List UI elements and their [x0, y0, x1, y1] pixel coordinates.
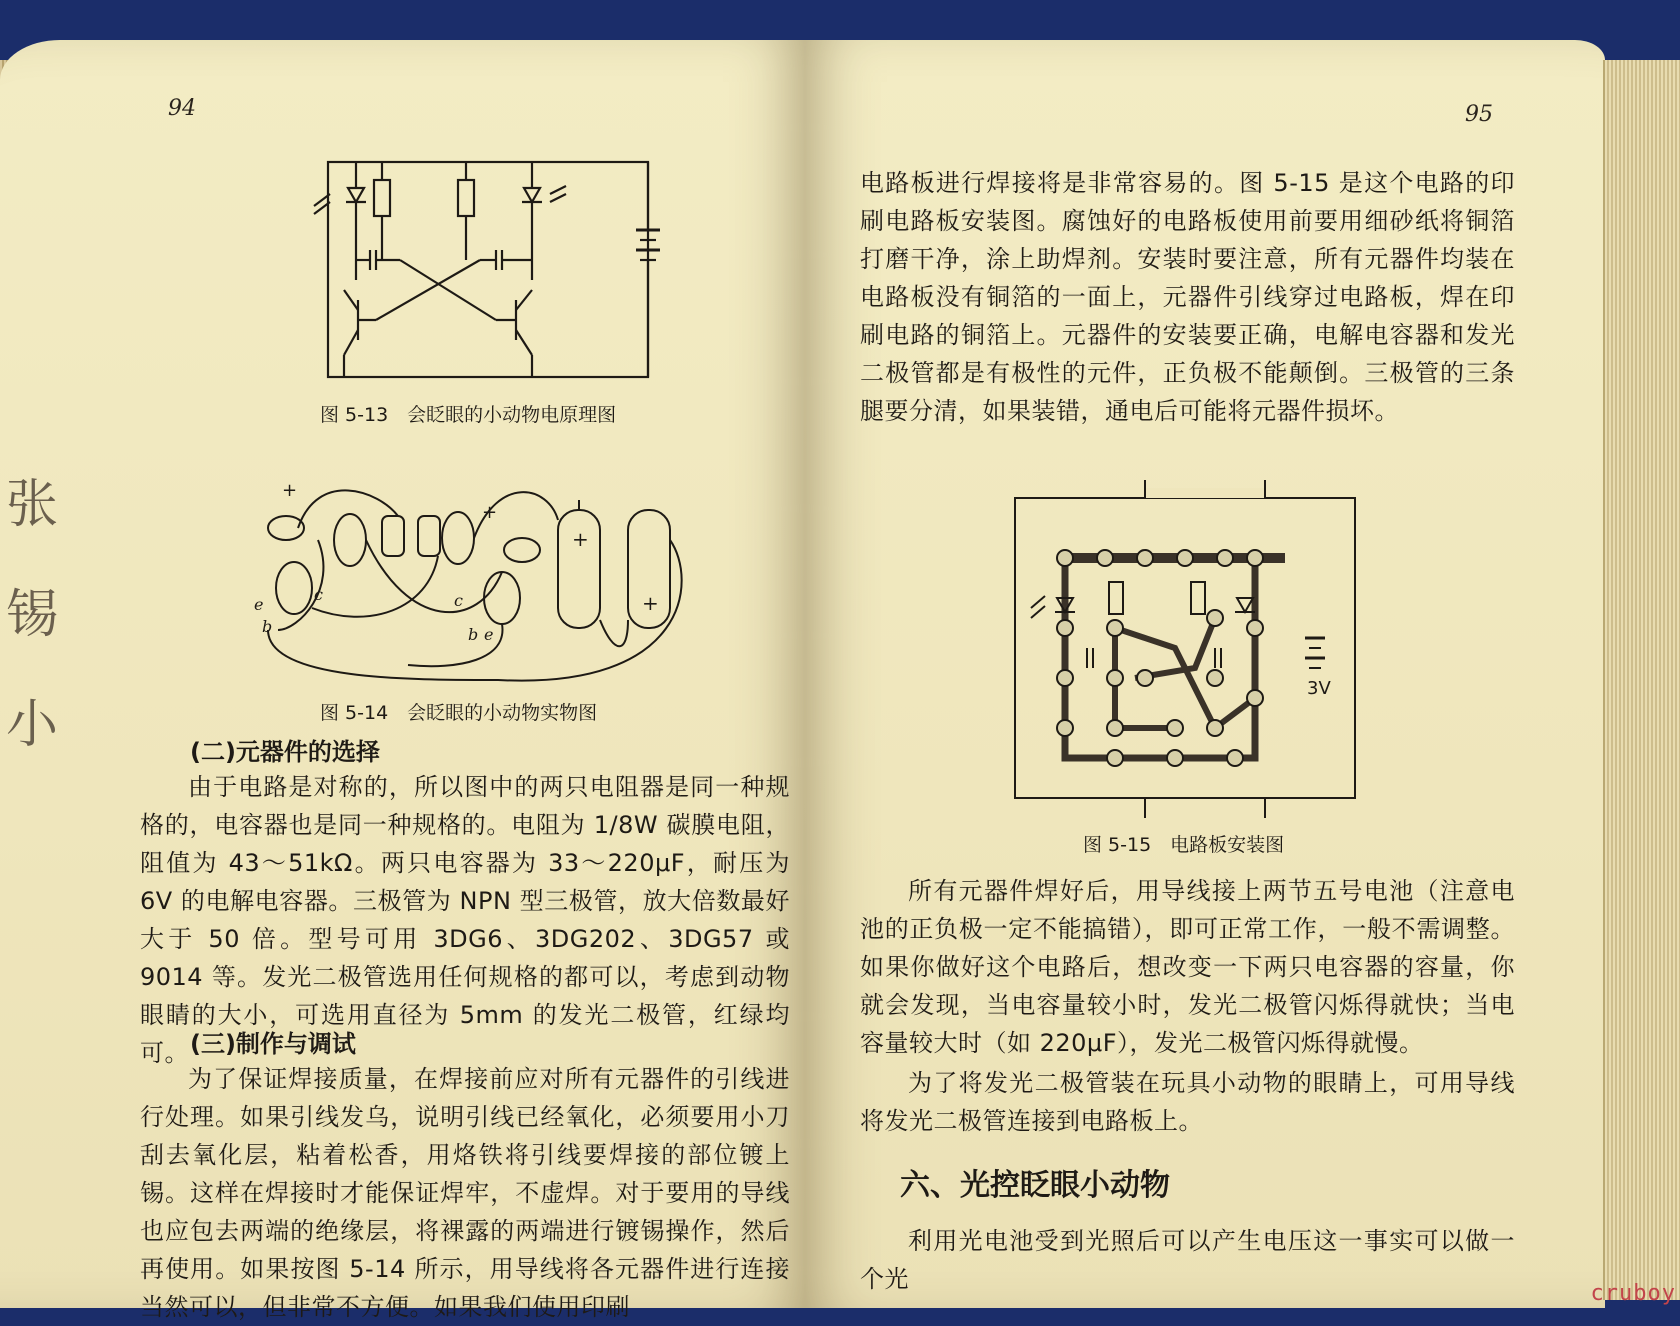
page-stack-right [1603, 60, 1680, 1300]
paragraph-pcb-intro: 电路板进行焊接将是非常容易的。图 5-15 是这个电路的印刷电路板安装图。腐蚀好的电路板使用前要用细砂纸将铜箔打磨干净，涂上助焊剂。安装时要注意，所有元器件均装在电路板没有铜箔的一面上，元器件引线穿过电路板，焊在印刷电路的铜箔上。元器件的安装要正确，电解电容器和发光二极管都是有极性的元件，正负极不能颠倒。三极管的三条腿要分清，如果装错，通电后可能将元器件损坏。 [860, 169, 1515, 425]
page-number-left: 94 [168, 96, 196, 121]
heading-light-controlled-animal: 六、光控眨眼小动物 [900, 1168, 1170, 1203]
heading-component-selection: (二)元器件的选择 [190, 738, 380, 766]
fig14-caption: 图 5-14 会眨眼的小动物实物图 [320, 702, 598, 724]
fig14-label-e2: e [484, 625, 494, 644]
fig14-label-plus-3: + [572, 527, 589, 551]
circuit-schematic-fig13 [300, 150, 660, 390]
pcb-layout-fig15 [1005, 488, 1365, 808]
fig14-label-c2: c [454, 591, 463, 610]
paragraph-photocell: 利用光电池受到光照后可以产生电压这一事实可以做一个光 [860, 1227, 1515, 1293]
fig14-label-plus-2: + [482, 502, 498, 523]
left-page [0, 40, 805, 1321]
fig15-battery-label: 3V [1307, 678, 1331, 699]
paragraph-after-soldering: 所有元器件焊好后，用导线接上两节五号电池（注意电池的正负极一定不能搞错），即可正常工作，一般不需调整。如果你做好这个电路后，想改变一下两只电容器的容量，你就会发现，当电容量较小时，发光二极管闪烁得就快；当电容量较大时（如 220μF），发光二极管闪烁得就慢。 [860, 877, 1515, 1057]
fig13-caption: 图 5-13 会眨眼的小动物电原理图 [320, 404, 617, 426]
paragraph-making-debugging: 为了保证焊接质量，在焊接前应对所有元器件的引线进行处理。如果引线发乌，说明引线已经氧化，必须要用小刀刮去氧化层，粘着松香，用烙铁将引线要焊接的部位镀上锡。这样在焊接时才能保证焊牢，不虚焊。对于要用的导线也应包去两端的绝缘层，将裸露的两端进行镀锡操作，然后再使用。如果按图 5-14 所示，用导线将各元器件进行连接当然可以，但非常不方便。如果我们使用印刷 [140, 1065, 790, 1321]
right-page [805, 40, 1605, 1308]
fig14-label-plus-4: + [642, 591, 659, 615]
fig14-label-b2: b [468, 625, 479, 644]
paragraph-component-selection: 由于电路是对称的，所以图中的两只电阻器是同一种规格的，电容器也是同一种规格的。电阻为 1/8W 碳膜电阻，阻值为 43～51kΩ。两只电容器为 33～220μF，耐压为 6V 的电解电容器。三极管为 NPN 型三极管，放大倍数最好大于 50 倍。型号可用 3DG6、3DG202、3DG57 或 9014 等。发光二极管选用任何规格的都可以，考虑到动物眼睛的大小，可选用直径为 5mm 的发光二极管，红绿均可。 [140, 773, 790, 1067]
fig14-label-b1: b [262, 617, 273, 636]
handwritten-signature: 张 锡 小 [6, 475, 59, 755]
watermark: cruboy [1590, 1281, 1676, 1306]
heading-making-debugging: (三)制作与调试 [190, 1030, 356, 1058]
fig14-label-plus-1: + [282, 480, 298, 501]
fig15-caption: 图 5-15 电路板安装图 [1083, 834, 1285, 856]
fig14-label-c1: c [314, 585, 323, 604]
page-number-right: 95 [1465, 102, 1493, 127]
physical-drawing-fig14 [254, 480, 698, 690]
paragraph-led-mounting: 为了将发光二极管装在玩具小动物的眼睛上，可用导线将发光二极管连接到电路板上。 [860, 1069, 1515, 1135]
fig14-label-e1: e [254, 595, 264, 614]
